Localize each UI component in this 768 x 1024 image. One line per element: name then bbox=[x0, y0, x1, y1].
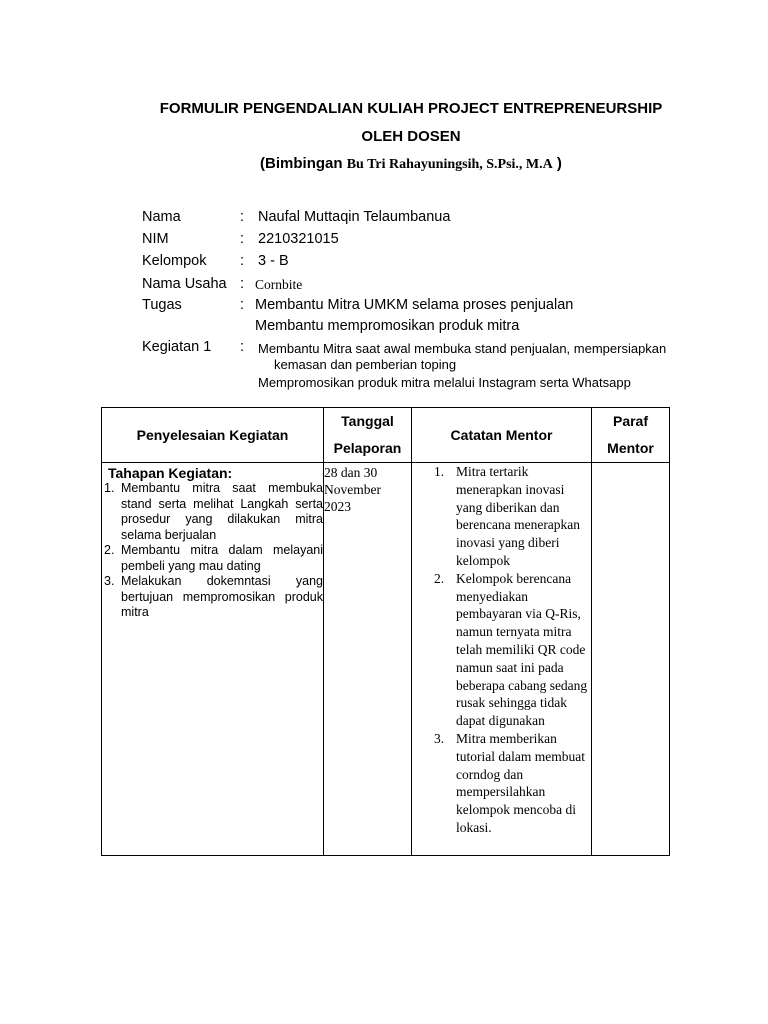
form-subtitle: OLEH DOSEN bbox=[361, 128, 461, 145]
list-number: 2. bbox=[104, 543, 115, 557]
supervisor-line bbox=[27, 155, 768, 173]
list-number: 1. bbox=[434, 464, 445, 479]
supervisor-open: (Bimbingan bbox=[260, 155, 347, 172]
tugas-value-2: Membantu mempromosikan produk mitra bbox=[255, 318, 520, 334]
kegiatan-value-3: Mempromosikan produk mitra melalui Instagram serta Whatsapp bbox=[258, 375, 631, 390]
cell-penyelesaian bbox=[102, 463, 324, 856]
table-header-row bbox=[102, 408, 670, 463]
usaha-label: Nama Usaha bbox=[142, 276, 227, 292]
supervisor-name: Bu Tri Rahayuningsih, S.Psi., M.A bbox=[346, 157, 553, 172]
list-item bbox=[412, 570, 591, 730]
nim-colon: : bbox=[240, 231, 245, 247]
list-item bbox=[412, 730, 591, 837]
list-text: Mitra memberikan tutorial dalam membuat corndog dan mempersilahkan kelompok mencoba di lokasi. bbox=[456, 730, 585, 835]
usaha-value: Cornbite bbox=[255, 277, 303, 292]
usaha-colon: : bbox=[240, 276, 245, 292]
nim-label: NIM bbox=[142, 231, 169, 247]
nim-value: 2210321015 bbox=[258, 231, 339, 247]
list-text: Membantu mitra dalam melayani pembeli yang mau dating bbox=[121, 543, 323, 573]
list-text: Membantu mitra saat membuka stand serta melihat Langkah serta prosedur yang dilakukan mitra selama berjualan bbox=[121, 481, 323, 542]
kelompok-value: 3 - B bbox=[258, 253, 289, 269]
kelompok-colon: : bbox=[240, 253, 245, 269]
cell-paraf bbox=[592, 463, 670, 856]
tanggal-value: 28 dan 30 November 2023 bbox=[324, 465, 381, 514]
header-paraf-line1: Paraf bbox=[612, 413, 649, 429]
cell-tanggal bbox=[324, 463, 412, 856]
header-paraf-line2: Mentor bbox=[607, 440, 654, 456]
tugas-label: Tugas bbox=[142, 297, 182, 313]
nama-colon: : bbox=[240, 209, 245, 225]
tahapan-list bbox=[102, 481, 323, 621]
tahapan-title: Tahapan Kegiatan: bbox=[108, 465, 233, 481]
nama-label: Nama bbox=[142, 209, 181, 225]
kegiatan-colon: : bbox=[240, 339, 245, 355]
header-catatan: Catatan Mentor bbox=[412, 408, 592, 463]
kegiatan-value-1: Membantu Mitra saat awal membuka stand penjualan, mempersiapkan bbox=[258, 341, 667, 356]
cell-catatan bbox=[412, 463, 592, 856]
list-number: 1. bbox=[104, 481, 115, 495]
list-text: Mitra tertarik menerapkan inovasi yang diberikan dan berencana menerapkan inovasi yang diberi kelompok bbox=[456, 464, 581, 568]
form-title: FORMULIR PENGENDALIAN KULIAH PROJECT ENTREPRENEURSHIP bbox=[159, 100, 663, 117]
header-paraf bbox=[592, 408, 670, 463]
list-item bbox=[412, 463, 591, 570]
kegiatan-value-2: kemasan dan pemberian toping bbox=[274, 357, 457, 372]
list-number: 2. bbox=[434, 570, 445, 586]
tugas-colon: : bbox=[240, 297, 245, 313]
table-row bbox=[102, 463, 670, 856]
list-text: Melakukan dokemntasi yang bertujuan mempromosikan produk mitra bbox=[121, 574, 323, 619]
list-item bbox=[102, 481, 323, 543]
list-text: Kelompok berencana menyediakan pembayaran via Q-Ris, namun ternyata mitra telah memiliki QR code namun saat ini pada beberapa cabang sedang rusak sehingga tidak dapat digunakan bbox=[456, 570, 588, 729]
tugas-value-1: Membantu Mitra UMKM selama proses penjualan bbox=[255, 297, 574, 313]
list-item bbox=[102, 574, 323, 621]
header-penyelesaian: Penyelesaian Kegiatan bbox=[102, 408, 324, 463]
catatan-list bbox=[412, 463, 591, 837]
header-tanggal bbox=[324, 408, 412, 463]
kegiatan-label: Kegiatan 1 bbox=[142, 339, 212, 355]
list-number: 3. bbox=[434, 730, 445, 746]
list-number: 3. bbox=[104, 574, 115, 588]
nama-value: Naufal Muttaqin Telaumbanua bbox=[258, 209, 451, 225]
list-item bbox=[102, 543, 323, 574]
kelompok-label: Kelompok bbox=[142, 253, 207, 269]
header-tanggal-line2: Pelaporan bbox=[333, 440, 402, 456]
header-tanggal-line1: Tanggal bbox=[341, 413, 394, 429]
supervisor-close: ) bbox=[552, 155, 562, 172]
activity-table bbox=[101, 407, 670, 856]
